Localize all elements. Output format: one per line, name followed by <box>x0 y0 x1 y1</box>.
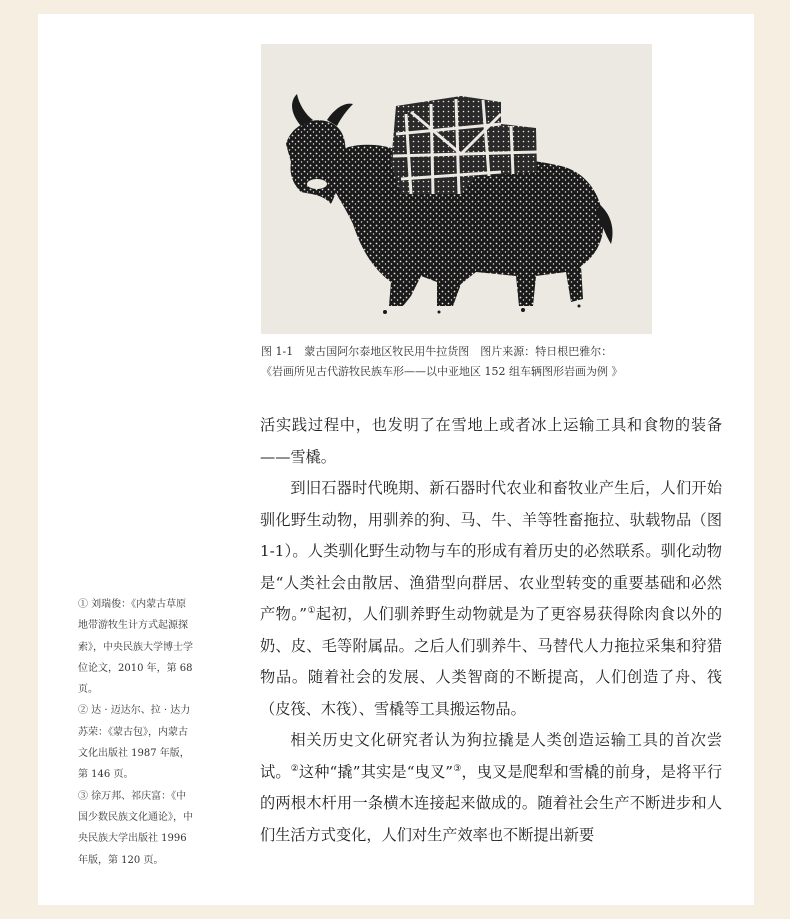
caption-line-2: 《岩画所见古代游牧民族车形——以中亚地区 152 组车辆图形岩画为例 》 <box>261 365 623 378</box>
footnote-ref-1[interactable]: ① <box>307 606 317 616</box>
caption-line-1: 图 1-1 蒙古国阿尔泰地区牧民用牛拉货图 图片来源：特日根巴雅尔： <box>261 345 613 358</box>
paragraph-3-part-c: ，曳叉是爬犁和雪橇的前身，是将平行的两根木杆用一条横木连接起来做成的。随着社会生产不断进步和人们生活方式变化，人们对生产效率也不断提出新要 <box>260 762 722 844</box>
paragraph-2-part-a: 到旧石器时代晚期、新石器时代农业和畜牧业产生后，人们开始驯化野生动物，用驯养的狗、马、牛、羊等牲畜拖拉、驮载物品（图 1-1）。人类驯化野生动物与车的形成有着历史的必然联系。驯化动物是“人类社会由散居、渔猎型向群居、农业型转变的重要基础和必然产物。” <box>260 479 722 623</box>
paragraph-3-part-b: 这种“撬”其实是“曳叉” <box>298 762 454 781</box>
yak-rock-art-illustration <box>261 44 652 334</box>
paragraph-3-part-a: 相关历史文化研究者认为狗拉撬是人类创造运输工具的首次尝试。 <box>260 731 722 781</box>
footnote-2: ② 达 · 迈达尔、拉 · 达力苏荣：《蒙古包》，内蒙古文化出版社 1987 年版，第 146 页。 <box>78 705 191 781</box>
paragraph-3 <box>260 725 722 851</box>
paragraph-2 <box>260 473 722 725</box>
figure-image <box>261 44 652 334</box>
paragraph-2-part-b: 起初，人们驯养野生动物就是为了更容易获得除肉食以外的奶、皮、毛等附属品。之后人们驯养牛、马替代人力拖拉采集和狩猎物品。随着社会的发展、人类智商的不断提高，人们创造了舟、筏（皮筏、木筏）、雪橇等工具搬运物品。 <box>260 605 723 718</box>
figure-caption <box>261 342 721 382</box>
main-text <box>260 410 722 851</box>
footnote-3: ③ 徐万邦、祁庆富：《中国少数民族文化通论》，中央民族大学出版社 1996 年版，第 120 页。 <box>78 790 193 866</box>
footnotes <box>78 594 196 871</box>
footnote-ref-2[interactable]: ② <box>290 763 299 774</box>
footnote-1: ① 刘瑞俊：《内蒙古草原地带游牧生计方式起源探索》，中央民族大学博士学位论文，2010 年，第 68 页。 <box>78 599 193 696</box>
paragraph-1: 活实践过程中，也发明了在雪地上或者冰上运输工具和食物的装备——雪橇。 <box>260 416 722 466</box>
book-page <box>38 14 754 905</box>
footnote-ref-3[interactable]: ③ <box>453 763 462 774</box>
